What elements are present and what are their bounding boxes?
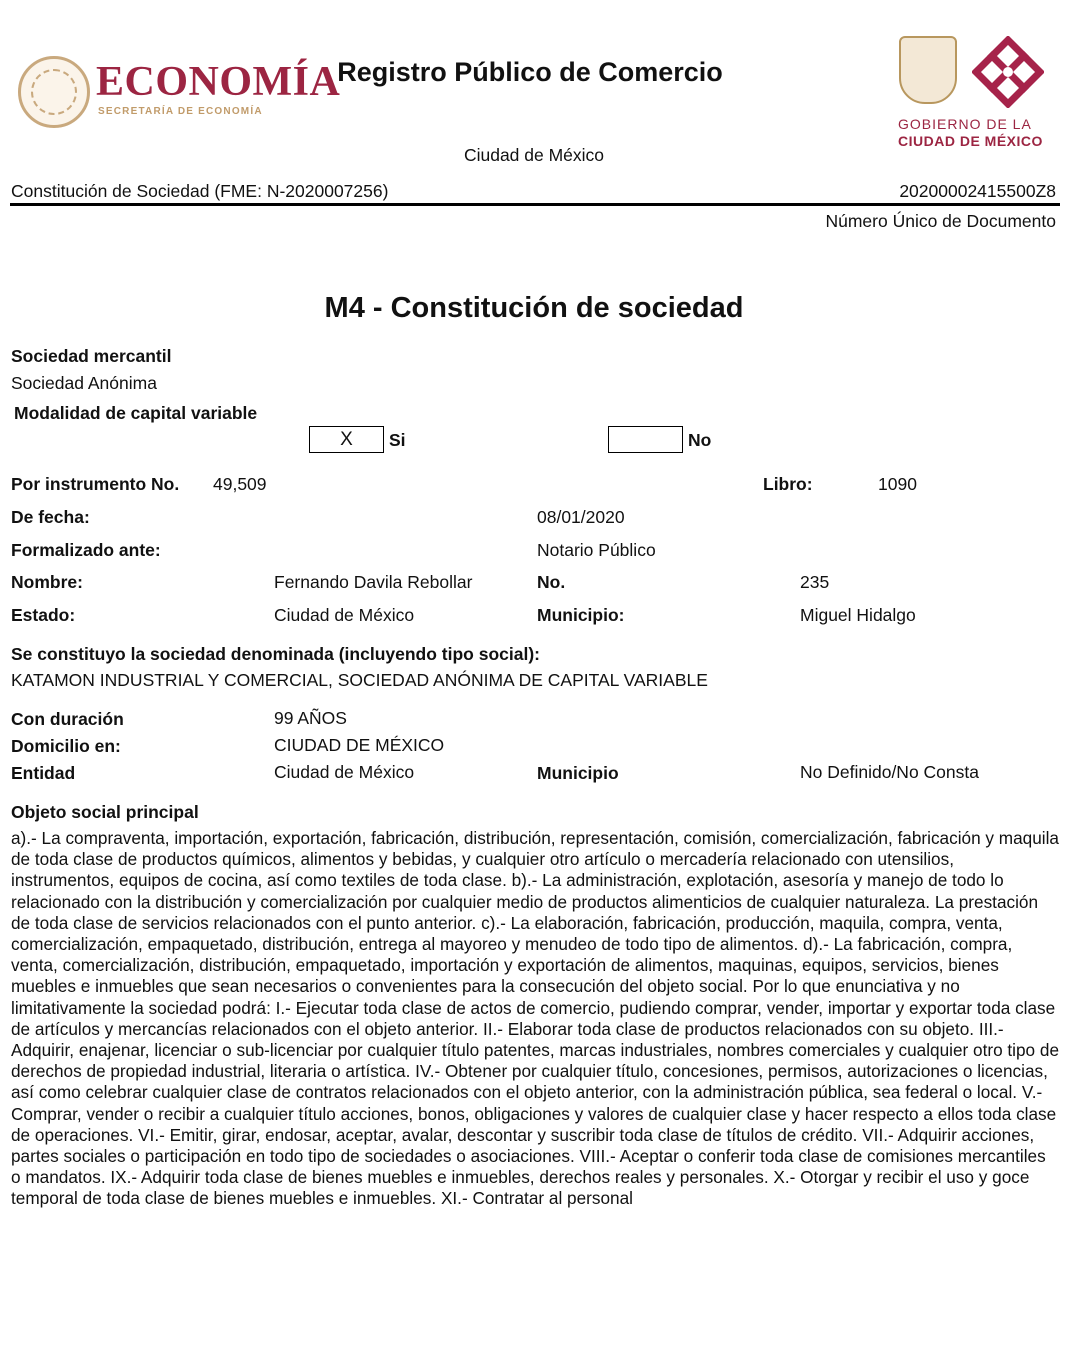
cdmx-logo-line2: CIUDAD DE MÉXICO (898, 133, 1043, 149)
denominacion-value: KATAMON INDUSTRIAL Y COMERCIAL, SOCIEDAD ANÓNIMA DE CAPITAL VARIABLE (11, 670, 708, 690)
document-number: 20200002415500Z8 (899, 181, 1056, 201)
municipio-value: Miguel Hidalgo (800, 605, 916, 625)
objeto-text: a).- La compraventa, importación, exportación, fabricación, distribución, representación, comisión, comercialización, fabricación y maquila de toda clase de productos químicos, alimentos y bebidas, y cualquier otro artículo o mercadería relacionado con utensilios, instrumentos, equipos de cocina, así como textiles de toda clase. b).- La administración, explotación, asesoría y manejo de todo lo relacionado con la distribución y comercialización por cualquier medio de productos alimenticios de cualquier naturaleza. La prestación de toda clase de servicios relacionados con el punto anterior. c).- La elaboración, fabricación, producción, maquila, compra, venta, comercialización, empaquetado, distribución, entrega al mayoreo y menudeo de todo tipo de alimentos. d).- La fabricación, compra, venta, comercialización, distribución, empaquetado, importación y exportación de alimentos, maquinas, equipos, servicios, bienes muebles e inmuebles que sean necesarios o convenientes para la consecución del objeto social. Por lo que enunciativa y no limitativamente la sociedad podrá: I.- Ejecutar toda clase de actos de comercio, pudiendo comprar, vender, importar y exportar toda clase de artículos y mercancías relacionados con el objeto anterior. II.- Elaborar toda clase de productos relacionados con su objeto. III.- Adquirir, enajenar, licenciar o sub-licenciar por cualquier título patentes, marcas industriales, nombres comerciales y cualquier otro tipo de derechos de propiedad industrial, literaria o artística. IV.- Obtener por cualquier título, concesiones, permisos, autorizaciones o licencias, así como celebrar cualquier clase de contratos relacionados con el objeto anterior, con la administración pública, sea federal o local. V.- Comprar, vender o recibir a cualquier título acciones, bonos, obligaciones y valores de cualquier clase y hacer respecto a ellos toda clase de operaciones. VI.- Emitir, girar, endosar, aceptar, avalar, descontar y suscribir toda clase de títulos de crédito. VII.- Adquirir acciones, partes sociales o participación en todo tipo de sociedades o asociaciones. VIII.- Aceptar o conferir toda clase de comisiones mercantiles o mandatos. IX.- Adquirir toda clase de bienes muebles e inmuebles, derechos reales y personales. X.- Otorgar y recibir el uso y goce temporal de toda clase de bienes muebles e inmuebles. XI.- Contratar al personal (11, 828, 1060, 1209)
duracion-value: 99 AÑOS (274, 708, 347, 728)
document-number-label: Número Único de Documento (825, 211, 1056, 231)
municipio-label: Municipio: (537, 605, 625, 625)
registry-city: Ciudad de México (463, 145, 605, 165)
libro-value: 1090 (878, 474, 917, 494)
entidad-municipio-value: No Definido/No Consta (800, 762, 979, 782)
duracion-label: Con duración (11, 709, 124, 729)
entidad-label: Entidad (11, 763, 76, 783)
economia-logo-text: ECONOMÍA (96, 59, 341, 105)
denominacion-label: Se constituyo la sociedad denominada (incluyendo tipo social): (11, 644, 540, 664)
modalidad-no-label: No (688, 430, 712, 450)
cdmx-shield-logo (899, 36, 957, 104)
cdmx-logo-line1: GOBIERNO DE LA (898, 116, 1032, 132)
entidad-value: Ciudad de México (274, 762, 415, 782)
modalidad-label: Modalidad de capital variable (14, 403, 258, 423)
mexico-seal-logo (18, 56, 90, 128)
notario-no-value: 235 (800, 572, 830, 592)
domicilio-label: Domicilio en: (11, 736, 121, 756)
entidad-municipio-label: Municipio (537, 763, 619, 783)
fme-label: Constitución de Sociedad (FME: N-2020007256) (11, 181, 389, 201)
economia-logo-subtitle: SECRETARÍA DE ECONOMÍA (98, 106, 263, 117)
estado-value: Ciudad de México (274, 605, 415, 625)
notario-no-label: No. (537, 572, 566, 592)
registry-title: Registro Público de Comercio (337, 57, 723, 87)
formalizado-label: Formalizado ante: (11, 540, 161, 560)
modalidad-si-box: X (309, 426, 384, 453)
libro-label: Libro: (763, 474, 813, 494)
fecha-value: 08/01/2020 (537, 507, 625, 527)
cdmx-knot-logo (972, 36, 1044, 108)
domicilio-value: CIUDAD DE MÉXICO (274, 735, 445, 755)
modalidad-no-box (608, 426, 683, 453)
formalizado-value: Notario Público (537, 540, 656, 560)
nombre-label: Nombre: (11, 572, 83, 592)
instrumento-value: 49,509 (213, 474, 267, 494)
header-divider (10, 203, 1060, 206)
sociedad-mercantil-value: Sociedad Anónima (11, 373, 157, 393)
estado-label: Estado: (11, 605, 76, 625)
modalidad-si-label: Si (389, 430, 406, 450)
document-title: M4 - Constitución de sociedad (324, 292, 744, 324)
nombre-value: Fernando Davila Rebollar (274, 572, 473, 592)
fecha-label: De fecha: (11, 507, 90, 527)
sociedad-mercantil-label: Sociedad mercantil (11, 346, 172, 366)
instrumento-label: Por instrumento No. (11, 474, 180, 494)
objeto-label: Objeto social principal (11, 802, 199, 822)
